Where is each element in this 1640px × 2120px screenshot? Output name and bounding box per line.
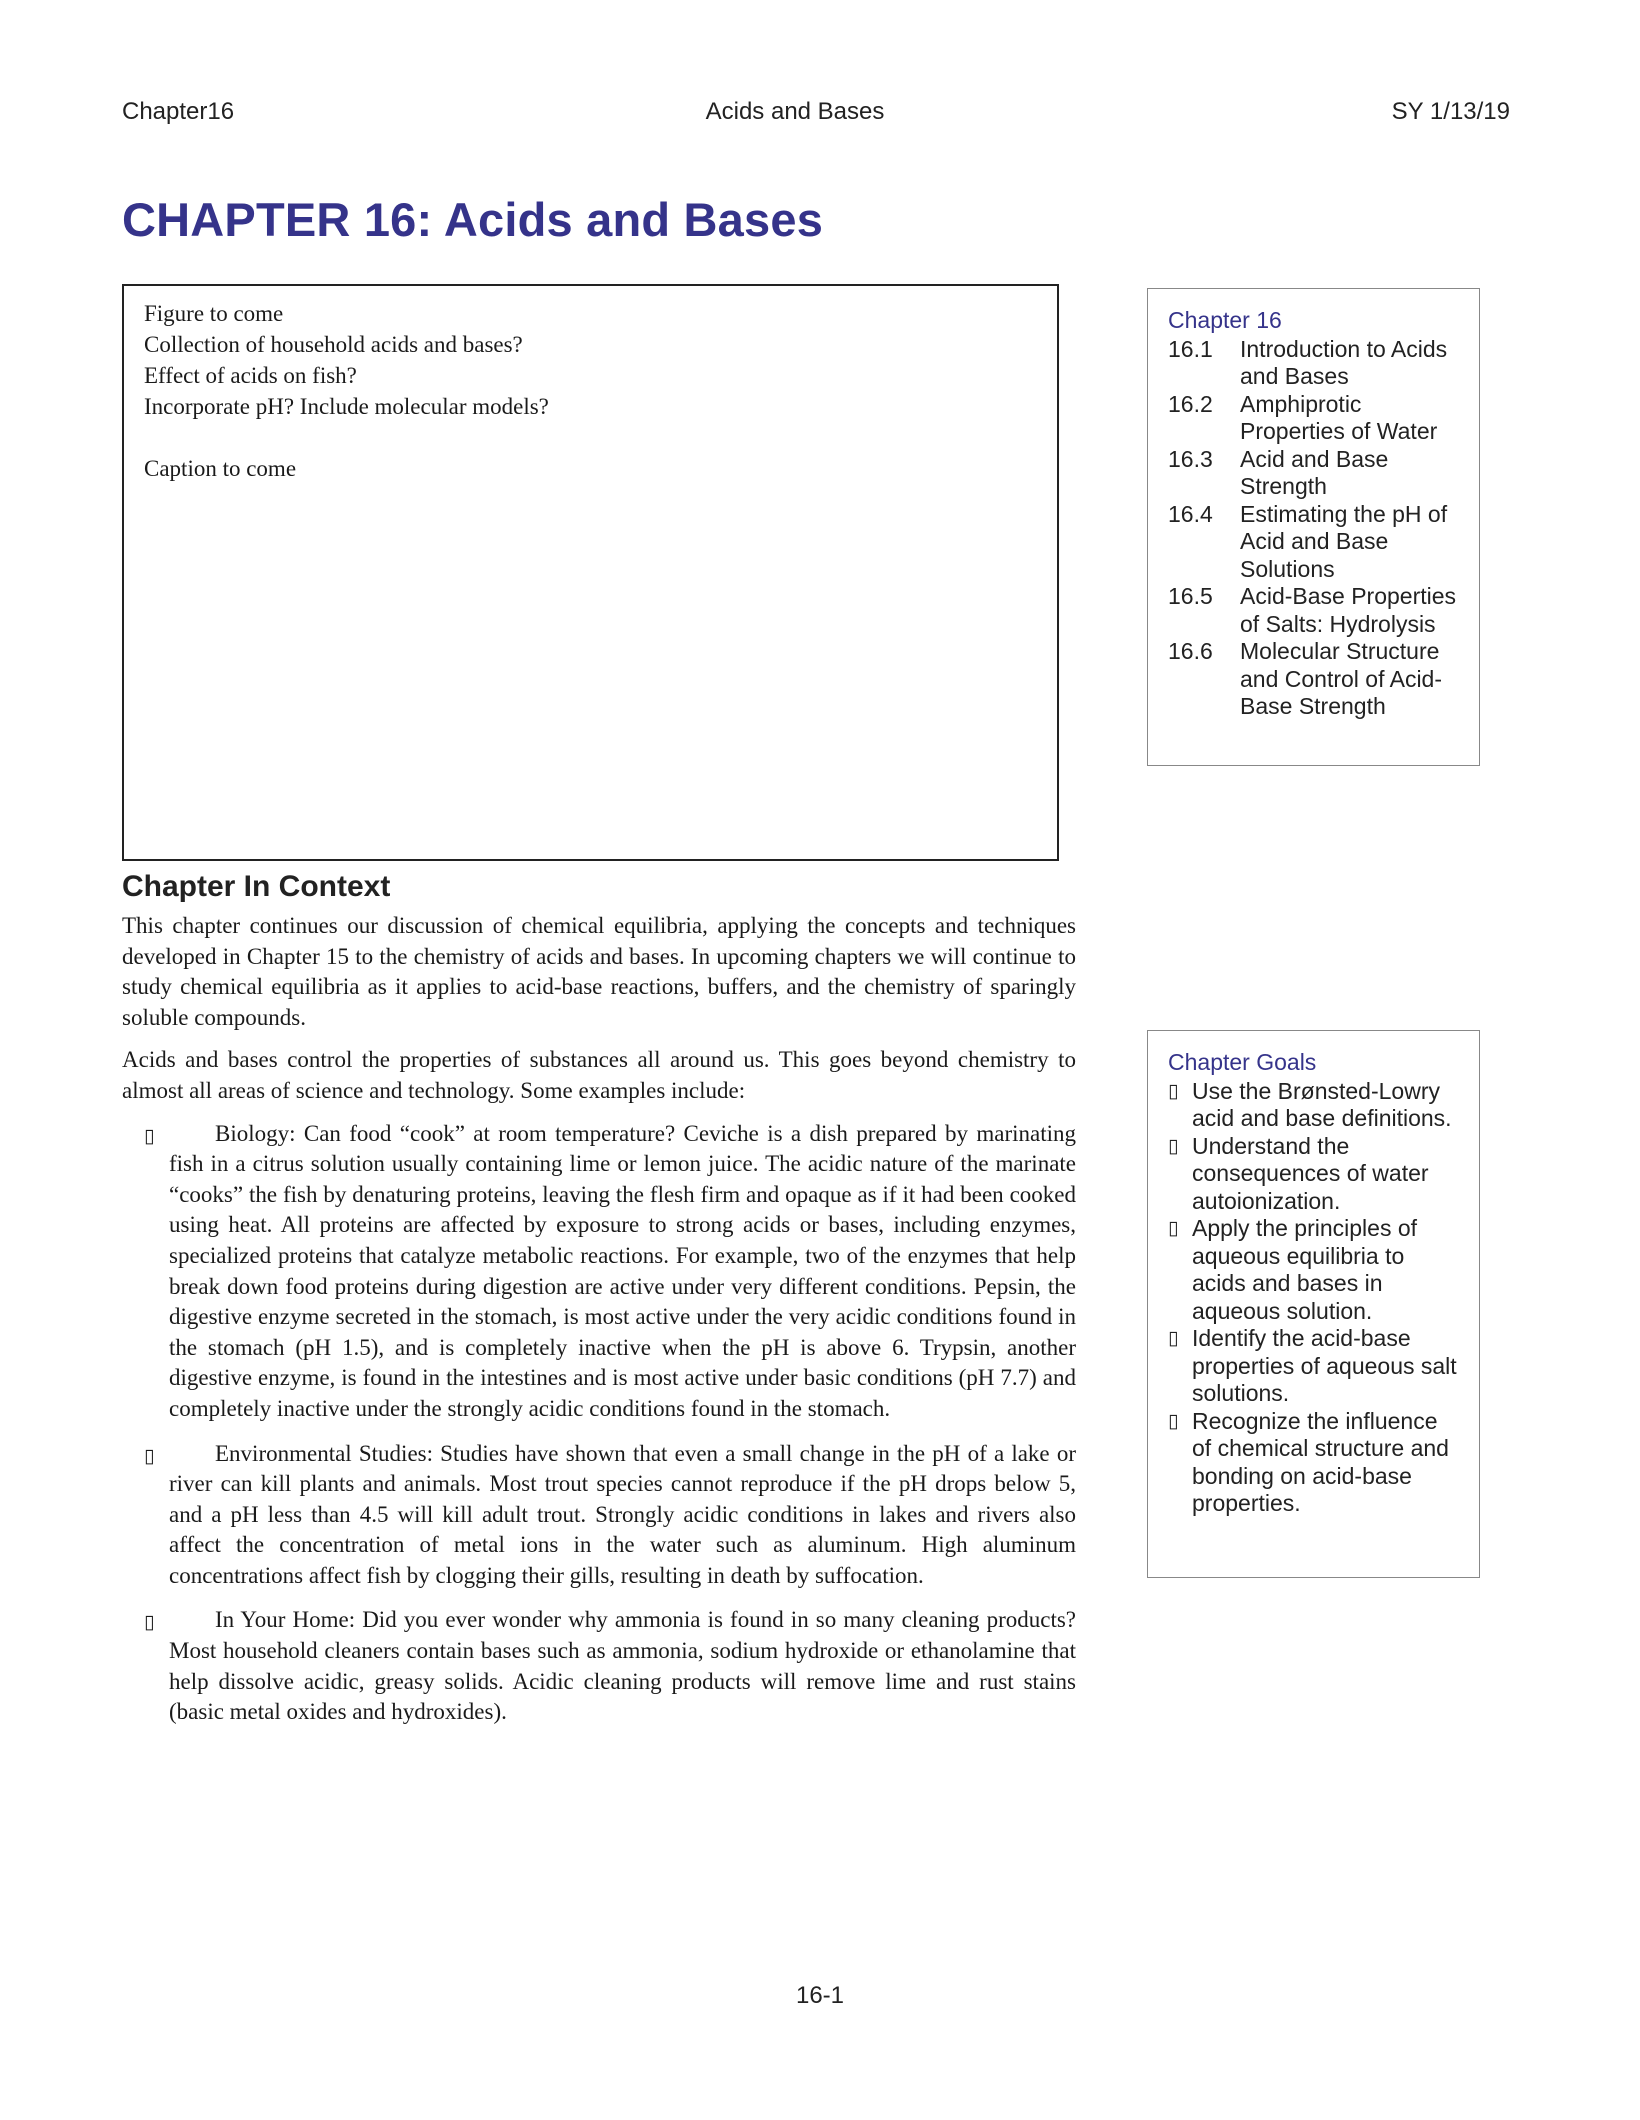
running-header-center: Acids and Bases [705,98,885,125]
goal-item [1168,1325,1459,1408]
bullet-glyph-icon: ▯ [1168,1409,1179,1432]
toc-item [1168,501,1459,584]
figure-placeholder-box [122,284,1059,861]
toc-item [1168,391,1459,446]
bullet-glyph-icon: ▯ [144,1124,155,1147]
figure-line: Collection of household acids and bases? [144,332,523,357]
chapter-title: CHAPTER 16: Acids and Bases [122,193,824,246]
running-header-right: SY 1/13/19 [1391,98,1510,125]
goal-item [1168,1215,1459,1325]
goal-text: Use the Brønsted-Lowry acid and base definitions. [1192,1077,1452,1131]
page-number: 16-1 [795,1982,845,2009]
toc-item [1168,446,1459,501]
figure-caption: Caption to come [144,456,297,481]
goal-item [1168,1078,1459,1133]
goals-title: Chapter Goals [1168,1049,1317,1075]
toc-item-title: Introduction to Acids and Bases [1240,335,1448,389]
toc-item-title: Acid and Base Strength [1240,445,1389,499]
bullet-glyph-icon: ▯ [1168,1327,1179,1349]
goal-item [1168,1133,1459,1216]
bullet-glyph-icon: ▯ [1168,1079,1179,1102]
toc-item-number: 16.6 [1168,638,1213,664]
toc-item-title: Molecular Structure and Control of Acid-Base Strength [1240,638,1443,719]
goal-text: Recognize the influence of chemical structure and bonding on acid-base properties. [1192,1407,1449,1516]
bullet-glyph-icon: ▯ [1168,1217,1179,1239]
chapter-goals-box [1147,1030,1480,1578]
goal-text: Understand the consequences of water autoionization. [1192,1132,1429,1214]
example-bullet [122,1605,1076,1727]
example-bullet [122,1439,1076,1592]
example-bullet [122,1119,1076,1425]
toc-item-title: Acid-Base Properties of Salts: Hydrolysis [1240,583,1457,637]
body-paragraph: This chapter continues our discussion of chemical equilibria, applying the concepts and techniques developed in Chapter 15 to the chemistry of acids and bases. In upcoming chapters we will continue to study chemical equilibria as it applies to acid-base reactions, buffers, and the chemistry of sparingly soluble compounds. [122,913,1076,1030]
bullet-text: In Your Home: Did you ever wonder why ammonia is found in so many cleaning products? Most household cleaners contain bases such as ammonia, sodium hydroxide or ethanolamine that help dissolve acidic, greasy solids. Acidic cleaning products will remove lime and rust stains (basic metal oxides and hydroxides). [169,1607,1076,1725]
toc-item [1168,638,1459,721]
goal-item [1168,1408,1459,1518]
body-paragraph: Acids and bases control the properties of substances all around us. This goes beyond chemistry to almost all areas of science and technology. Some examples include: [122,1047,1076,1103]
running-header-left: Chapter16 [122,98,235,125]
toc-title: Chapter 16 [1168,307,1282,333]
bullet-glyph-icon: ▯ [1168,1134,1179,1157]
chapter-contents-box [1147,288,1480,766]
goal-text: Apply the principles of aqueous equilibria to acids and bases in aqueous solution. [1192,1215,1418,1324]
toc-item-title: Amphiprotic Properties of Water [1240,390,1438,444]
figure-line: Figure to come [144,301,284,326]
chapter-context-body [122,911,1076,1742]
figure-line: Incorporate pH? Include molecular models? [144,394,549,419]
goal-text: Identify the acid-base properties of aqueous salt solutions. [1192,1325,1457,1406]
toc-item-number: 16.1 [1168,335,1213,362]
toc-item-number: 16.3 [1168,445,1213,472]
bullet-glyph-icon: ▯ [144,1611,155,1634]
toc-item-number: 16.2 [1168,390,1213,417]
toc-item-title: Estimating the pH of Acid and Base Solutions [1240,500,1448,582]
bullet-text: Environmental Studies: Studies have shown that even a small change in the pH of a lake or river can kill plants and animals. Most trout species cannot reproduce if the pH drops below 5, and a pH less than 4.5 will kill adult trout. Strongly acidic conditions in lakes and rivers also affect the concentration of metal ions in the water such as aluminum. High aluminum concentrations affect fish by clogging their gills, resulting in death by suffocation. [169,1440,1076,1588]
toc-item [1168,583,1459,638]
toc-item [1168,336,1459,391]
section-heading: Chapter In Context [122,870,391,903]
bullet-glyph-icon: ▯ [144,1444,155,1467]
toc-item-number: 16.4 [1168,500,1213,527]
bullet-text: Biology: Can food “cook” at room temperature? Ceviche is a dish prepared by marinating fish in a citrus solution usually containing lime or lemon juice. The acidic nature of the marinate “cooks” the fish by denaturing proteins, leaving the flesh firm and opaque as if it had been cooked using heat. All proteins are affected by exposure to strong acids or bases, including enzymes, specialized proteins that catalyze metabolic reactions. For example, two of the enzymes that help break down food proteins during digestion are active under very different conditions. Pepsin, the digestive enzyme secreted in the stomach, is most active under the very acidic conditions found in the stomach (pH 1.5), and is completely inactive when the pH is above 6. Trypsin, another digestive enzyme, is found in the intestines and is most active under basic conditions (pH 7.7) and completely inactive under the strongly acidic conditions found in the stomach. [169,1120,1076,1421]
toc-item-number: 16.5 [1168,583,1213,609]
figure-line: Effect of acids on fish? [144,363,357,388]
